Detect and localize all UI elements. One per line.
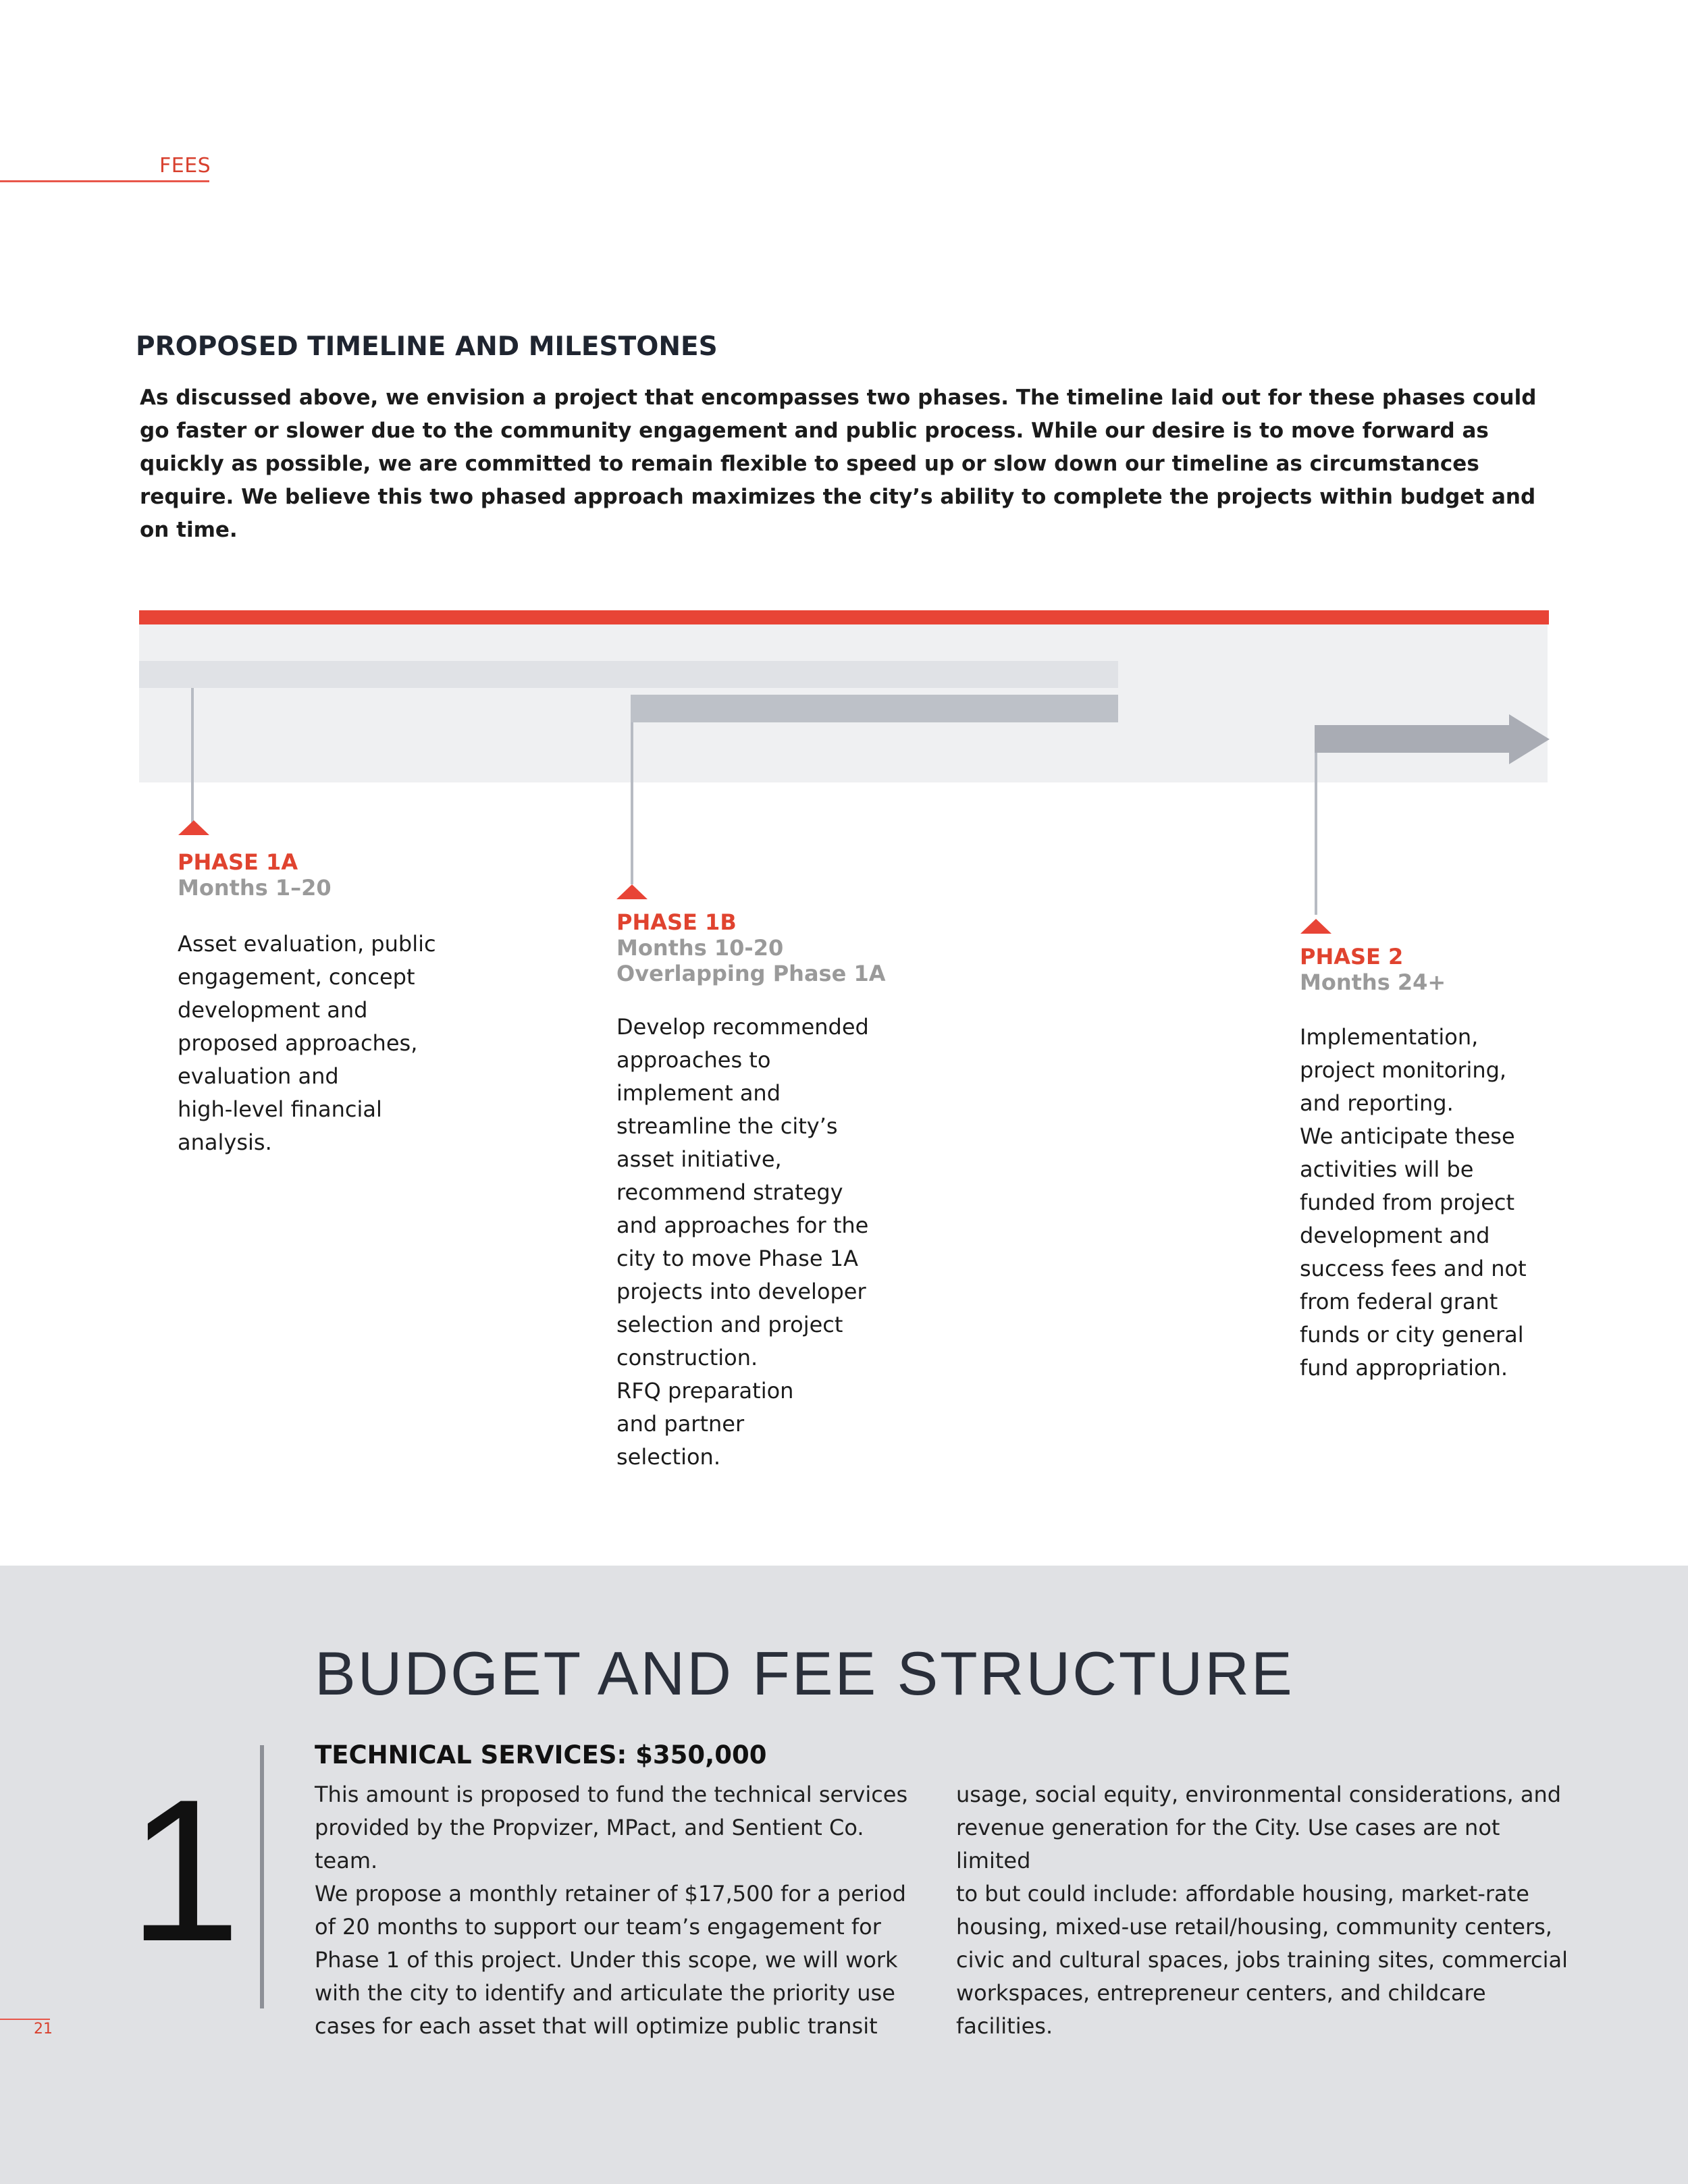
phase-title: PHASE 1A [178, 849, 298, 875]
page-number-rule [0, 2019, 50, 2020]
phase-1a-stem [191, 688, 194, 823]
phase-2-marker-icon [1300, 919, 1331, 934]
phase-2-bar [1315, 725, 1510, 753]
phase-1b-marker-icon [616, 884, 648, 899]
budget-column-left: This amount is proposed to fund the technical services provided by the Propvizer, MPact, and Sentient Co. team. We propose a monthly retainer of $17,500 for a period of 20 months to support our team’s engagement for Phase 1 of this project. Under this scope, we will work with the city to identify and articulate the priority use cases for each asset that will optimize public transit [315, 1782, 908, 2039]
section-label: FEES [159, 154, 211, 178]
timeline-heading: PROPOSED TIMELINE AND MILESTONES [136, 331, 718, 362]
phase-1b-bar [631, 695, 1118, 722]
timeline-top-bar [139, 610, 1549, 624]
phase-1a-block [178, 849, 515, 1159]
phase-1a-marker-icon [178, 820, 209, 835]
phase-title: PHASE 2 [1300, 944, 1404, 969]
phase-2-stem [1315, 753, 1317, 915]
phase-months: Months 10-20 [616, 935, 784, 961]
phase-2-block [1300, 944, 1637, 1385]
budget-title: BUDGET AND FEE STRUCTURE [315, 1640, 1294, 1708]
phase-description: Asset evaluation, public engagement, concept development and proposed approaches, evaluation and high-level financial analysis. [178, 931, 436, 1155]
phase-title: PHASE 1B [616, 909, 737, 935]
section-rule [0, 180, 209, 182]
phase-1a-bar [139, 661, 1118, 688]
phase-1b-stem [631, 722, 633, 884]
technical-services-heading: TECHNICAL SERVICES: $350,000 [315, 1740, 767, 1769]
phase-overlap-note: Overlapping Phase 1A [616, 961, 886, 986]
phase-2-arrow-icon [1509, 714, 1550, 764]
phase-description: Implementation, project monitoring, and reporting. We anticipate these activities will be funded from project development and success fees and not from federal grant funds or city general fund appropriation. [1300, 1024, 1527, 1381]
phase-description: Develop recommended approaches to implement and streamline the city’s asset initiative, recommend strategy and approaches for the city to move Phase 1A projects into developer selection and project construction. RFQ preparation and partner selection. [616, 1014, 869, 1470]
section-number-divider [260, 1745, 264, 2008]
section-number: 1 [128, 1757, 241, 1983]
phase-1b-block [616, 909, 968, 1474]
phase-months: Months 24+ [1300, 969, 1446, 995]
page-number: 21 [34, 2021, 53, 2037]
budget-column-right: usage, social equity, environmental considerations, and revenue generation for the City. Use cases are not limited to but could include: affordable housing, market-rate housing, mixed-use retail/housing, community centers, civic and cultural spaces, jobs training sites, commercial workspaces, entrepreneur centers, and childcare facilities. [956, 1782, 1568, 2039]
phase-months: Months 1–20 [178, 875, 332, 901]
timeline-intro: As discussed above, we envision a project that encompasses two phases. The timeline laid out for these phases could go faster or slower due to the community engagement and public process. While our desire is to move forward as quickly as possible, we are committed to remain flexible to speed up or slow down our timeline as circumstances require. We believe this two phased approach maximizes the city’s ability to complete the projects within budget and on time. [140, 385, 1537, 542]
